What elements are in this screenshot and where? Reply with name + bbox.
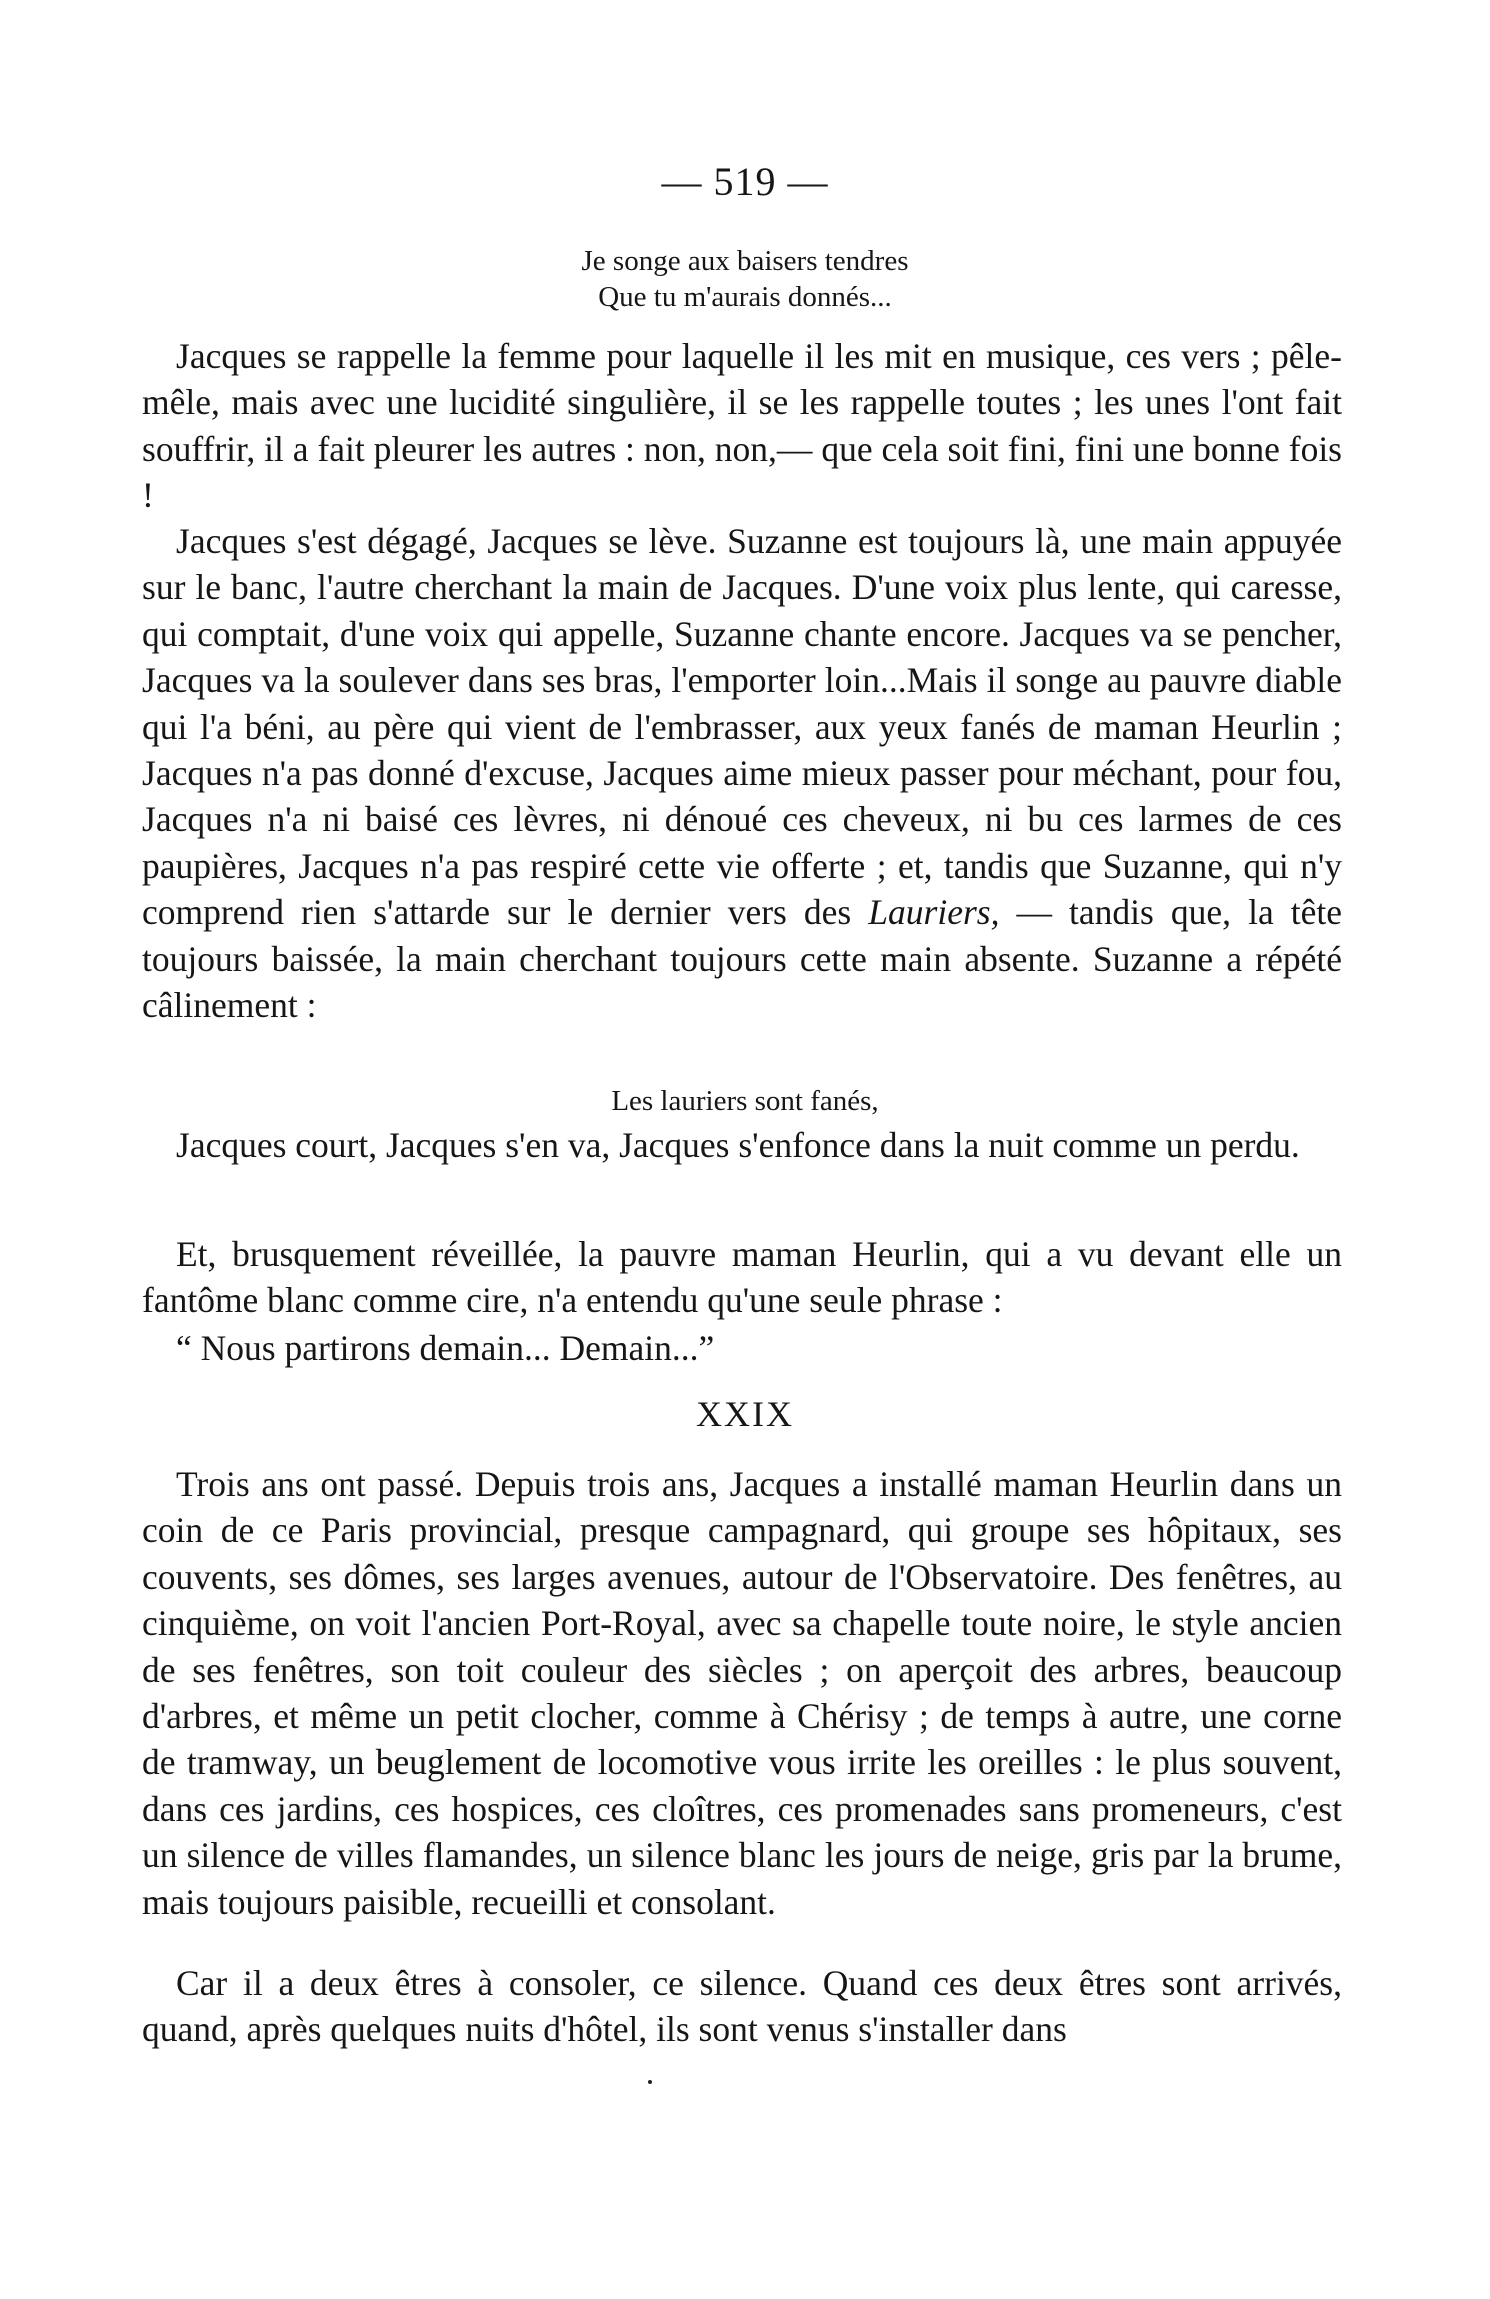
song-title: Lauriers, [868,892,1000,933]
print-speck [648,2080,652,2084]
verse-top [0,243,1490,315]
verse-line: Que tu m'aurais donnés... [598,281,892,313]
paragraph-text: — tandis que, la tête toujours baissée, la main cherchant toujours cette main absente. Suzanne a répété câlinement : [142,892,1342,1026]
paragraph: Et, brusquement réveillée, la pauvre maman Heurlin, qui a vu devant elle un fantôme blanc comme cire, n'a entendu qu'une seule phrase : [142,1234,1342,1321]
paragraph: Car il a deux êtres à consoler, ce silence. Quand ces deux êtres sont arrivés, quand, après quelques nuits d'hôtel, ils sont venus s'installer dans [142,1963,1342,2050]
paragraph [142,518,1342,1028]
verse-middle: Les lauriers sont fanés, [611,1085,879,1117]
quoted-phrase: “ Nous partirons demain... Demain...” [176,1328,715,1368]
paragraph-text: Jacques s'est dégagé, Jacques se lève. Suzanne est toujours là, une main appuyée sur le banc, l'autre cherchant la main de Jacques. D'une voix plus lente, qui caresse, qui comptait, d'une voix qui appelle, Suzanne chante encore. Jacques va se pencher, Jacques va la soulever dans ses bras, l'emporter loin...Mais il songe au pauvre diable qui l'a béni, au père qui vient de l'embrasser, aux yeux fanés de maman Heurlin ; Jacques n'a pas donné d'excuse, Jacques aime mieux passer pour méchant, pour fou, Jacques n'a ni baisé ces lèvres, ni dénoué ces cheveux, ni bu ces larmes de ces paupières, Jacques n'a pas respiré cette vie offerte ; et, tandis que Suzanne, qui n'y comprend rien s'attarde sur le dernier vers des [142,521,1342,933]
paragraph: Trois ans ont passé. Depuis trois ans, Jacques a installé maman Heurlin dans un coin de ce Paris provincial, presque campagnard, qui groupe ses hôpitaux, ses couvents, ses dômes, ses larges avenues, autour de l'Observatoire. Des fenêtres, au cinquième, on voit l'ancien Port-Royal, avec sa chapelle toute noire, le style ancien de ses fenêtres, son toit couleur des siècles ; on aperçoit des arbres, beaucoup d'arbres, et même un petit clocher, comme à Chérisy ; de temps à autre, une corne de tramway, un beuglement de locomotive vous irrite les oreilles : le plus souvent, dans ces jardins, ces hospices, ces cloîtres, ces promenades sans promeneurs, c'est un silence de villes flamandes, un silence blanc les jours de neige, gris par la brume, mais toujours paisible, recueilli et consolant. [142,1464,1342,1922]
page-number: — 519 — [661,159,829,204]
paragraph: Jacques court, Jacques s'en va, Jacques s'enfonce dans la nuit comme un perdu. [176,1125,1300,1165]
verse-line: Je songe aux baisers tendres [581,245,909,277]
chapter-heading: XXIX [696,1394,794,1434]
paragraph: Jacques se rappelle la femme pour laquelle il les mit en musique, ces vers ; pêle-mêle, mais avec une lucidité singulière, il se les rappelle toutes ; les unes l'ont fait souffrir, il a fait pleurer les autres : non, non,— que cela soit fini, fini une bonne fois ! [142,336,1342,516]
